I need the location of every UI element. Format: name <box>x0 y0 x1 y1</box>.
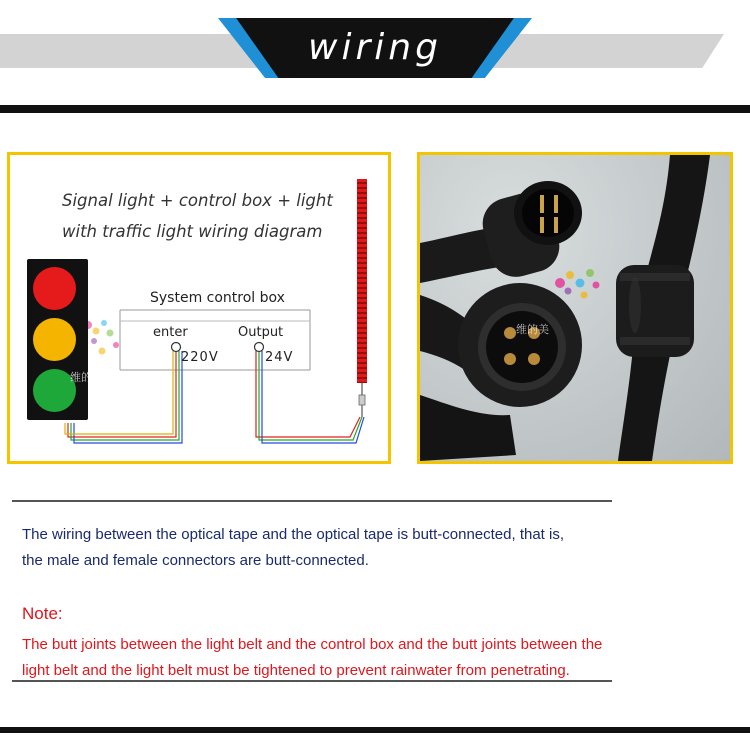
description-line1: The wiring between the optical tape and the optical tape is butt-connected, that is, <box>22 526 565 543</box>
yellow-lamp <box>33 318 76 361</box>
photo-watermark: 维的美 <box>516 323 549 336</box>
output-label: Output <box>238 325 284 340</box>
control-box-label: System control box <box>150 290 285 306</box>
connector-illustration <box>420 155 730 461</box>
diagram-heading-line2: with traffic light wiring diagram <box>62 222 323 241</box>
wiring-diagram-panel <box>7 152 391 464</box>
led-strip <box>357 179 367 383</box>
diagram-heading-line1: Signal light + control box + light <box>62 191 333 210</box>
red-lamp <box>33 267 76 310</box>
text-divider-bottom <box>12 680 612 682</box>
section-title: wiring <box>308 27 442 68</box>
connector-photo <box>417 152 733 464</box>
watermark-text: 维的美 <box>70 371 103 384</box>
footer-divider <box>0 727 750 733</box>
note-title: Note: <box>22 604 63 623</box>
text-divider-top <box>12 500 612 502</box>
traffic-light <box>27 259 88 420</box>
input-voltage: 220V <box>181 350 219 365</box>
description-line2: the male and female connectors are butt-connected. <box>22 552 369 569</box>
note-line2: light belt and the light belt must be tightened to prevent rainwater from penetrating. <box>22 662 570 679</box>
note-line1: The butt joints between the light belt and the control box and the butt joints between the <box>22 636 603 653</box>
input-label: enter <box>153 325 188 340</box>
output-voltage: 24V <box>265 350 294 365</box>
section-divider <box>0 105 750 113</box>
